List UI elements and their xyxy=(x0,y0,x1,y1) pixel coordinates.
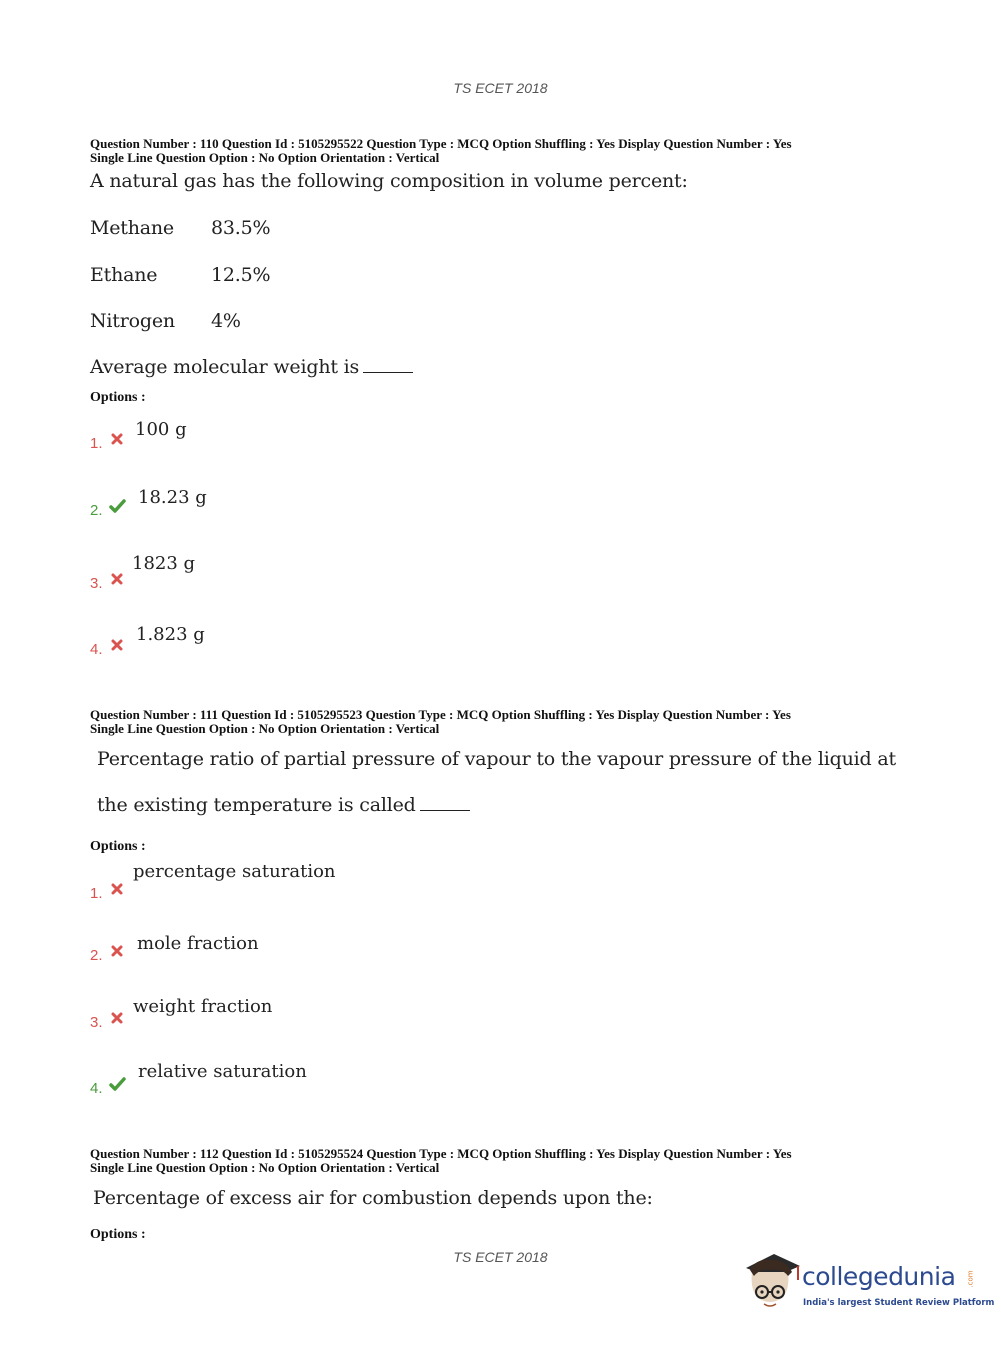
question-stem: A natural gas has the following composition in volume percent: xyxy=(90,170,688,192)
question-stem-continuation xyxy=(97,794,470,816)
question-stem: Percentage ratio of partial pressure of vapour to the vapour pressure of the liquid at xyxy=(97,748,896,770)
correct-check-icon xyxy=(109,1077,126,1092)
option-text[interactable]: 1823 g xyxy=(132,553,196,574)
question-stem-continuation xyxy=(90,356,413,378)
composition-value: 83.5% xyxy=(211,217,271,239)
option-text[interactable]: 18.23 g xyxy=(138,487,207,508)
collegedunia-wordmark: collegedunia xyxy=(802,1262,956,1291)
collegedunia-tagline: India's largest Student Review Platform xyxy=(803,1298,995,1308)
question-meta xyxy=(90,1147,920,1175)
composition-name: Ethane xyxy=(90,264,158,286)
option-text[interactable]: mole fraction xyxy=(137,933,259,954)
question-meta xyxy=(90,137,920,165)
option-number: 3. xyxy=(90,575,103,592)
option-text[interactable]: 1.823 g xyxy=(136,624,205,645)
options-label: Options : xyxy=(90,390,146,405)
option-number: 3. xyxy=(90,1014,103,1031)
option-number: 1. xyxy=(90,885,103,902)
answer-blank xyxy=(420,809,470,811)
option-number: 1. xyxy=(90,435,103,452)
page-footer: TS ECET 2018 xyxy=(453,1249,548,1265)
question-stem-text: Average molecular weight is xyxy=(90,356,360,378)
question-meta-line1: Question Number : 110 Question Id : 5105295522 Question Type : MCQ Option Shuffling : Yes Display Question Number : Yes xyxy=(90,136,792,151)
options-label: Options : xyxy=(90,1227,146,1242)
wrong-cross-icon xyxy=(110,572,124,586)
wrong-cross-icon xyxy=(110,882,124,896)
wrong-cross-icon xyxy=(110,944,124,958)
composition-name: Nitrogen xyxy=(90,310,175,332)
collegedunia-com-suffix: .com xyxy=(966,1270,975,1288)
wrong-cross-icon xyxy=(110,638,124,652)
option-number: 4. xyxy=(90,1080,103,1097)
composition-value: 4% xyxy=(211,310,241,332)
composition-name: Methane xyxy=(90,217,174,239)
option-text[interactable]: 100 g xyxy=(135,419,187,440)
question-stem: Percentage of excess air for combustion depends upon the: xyxy=(93,1187,653,1209)
answer-blank xyxy=(363,371,413,373)
option-text[interactable]: relative saturation xyxy=(138,1061,307,1082)
option-number: 2. xyxy=(90,947,103,964)
composition-value: 12.5% xyxy=(211,264,271,286)
question-meta-line2: Single Line Question Option : No Option Orientation : Vertical xyxy=(90,721,440,736)
question-meta xyxy=(90,708,920,736)
options-label: Options : xyxy=(90,839,146,854)
option-number: 2. xyxy=(90,502,103,519)
question-meta-line2: Single Line Question Option : No Option Orientation : Vertical xyxy=(90,150,440,165)
wrong-cross-icon xyxy=(110,432,124,446)
option-text[interactable]: percentage saturation xyxy=(133,861,336,882)
collegedunia-mascot-icon xyxy=(742,1250,800,1322)
correct-check-icon xyxy=(109,499,126,514)
wrong-cross-icon xyxy=(110,1011,124,1025)
page-header: TS ECET 2018 xyxy=(453,80,548,96)
question-meta-line2: Single Line Question Option : No Option Orientation : Vertical xyxy=(90,1160,440,1175)
question-meta-line1: Question Number : 111 Question Id : 5105295523 Question Type : MCQ Option Shuffling : Yes Display Question Number : Yes xyxy=(90,707,791,722)
option-number: 4. xyxy=(90,641,103,658)
question-meta-line1: Question Number : 112 Question Id : 5105295524 Question Type : MCQ Option Shuffling : Yes Display Question Number : Yes xyxy=(90,1146,792,1161)
option-text[interactable]: weight fraction xyxy=(133,996,273,1017)
question-stem-text: the existing temperature is called xyxy=(97,794,416,816)
